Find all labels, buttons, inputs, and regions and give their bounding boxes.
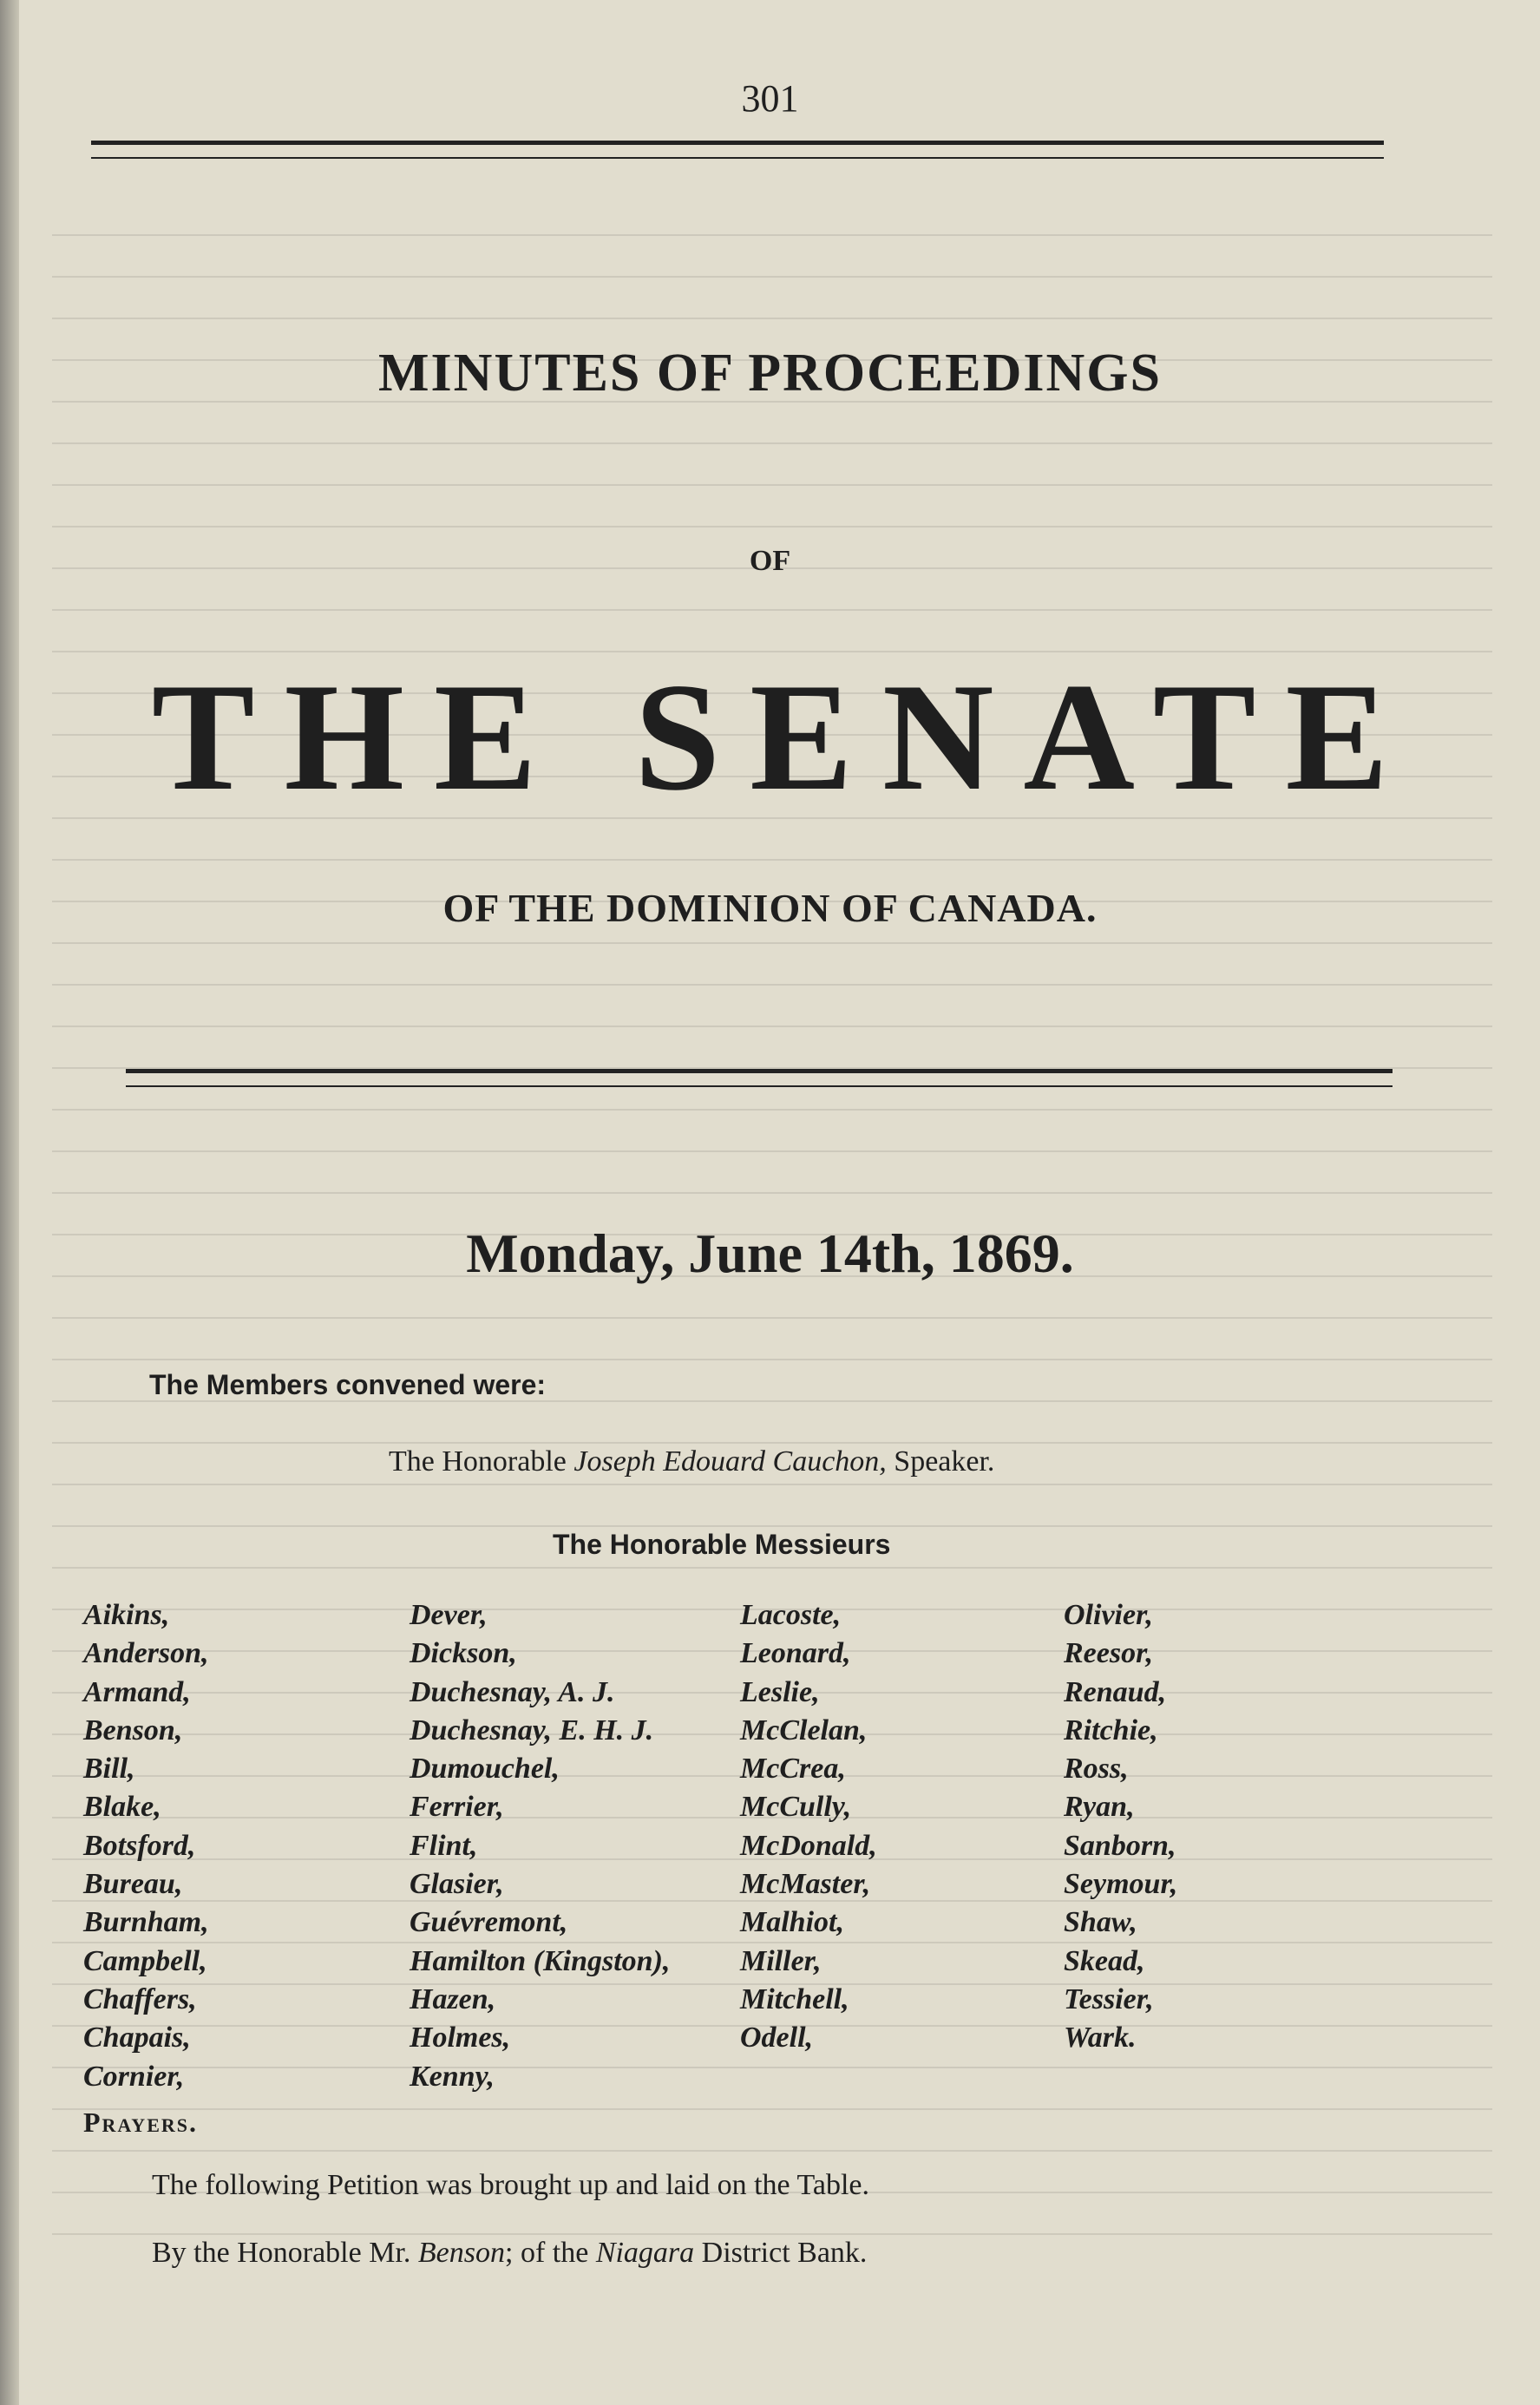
member-name: Odell, bbox=[740, 2022, 814, 2054]
speaker-prefix: The Honorable bbox=[389, 1445, 567, 1478]
title-senate: THE SENATE bbox=[151, 651, 1419, 822]
member-name: Hamilton (Kingston), bbox=[410, 1944, 671, 1977]
member-name: Malhiot, bbox=[740, 1906, 844, 1939]
member-name: Bill, bbox=[83, 1753, 135, 1786]
member-name: Flint, bbox=[410, 1829, 478, 1862]
title-minutes: MINUTES OF PROCEEDINGS bbox=[378, 344, 1162, 403]
member-name: Anderson, bbox=[83, 1637, 209, 1670]
member-name: Cornier, bbox=[83, 2060, 185, 2093]
title-dominion: OF THE DOMINION OF CANADA. bbox=[442, 886, 1098, 930]
members-column-4 bbox=[1064, 1596, 1177, 2058]
benson-suffix: District Bank. bbox=[701, 2237, 868, 2269]
member-name: Dumouchel, bbox=[410, 1753, 560, 1786]
members-column-2 bbox=[410, 1596, 670, 2096]
member-name: Tessier, bbox=[1064, 1982, 1154, 2015]
member-name: Burnham, bbox=[83, 1906, 209, 1939]
session-date: Monday, June 14th, 1869. bbox=[466, 1222, 1074, 1284]
member-name: Chaffers, bbox=[83, 1982, 197, 2015]
member-name: Wark. bbox=[1064, 2022, 1137, 2054]
top-double-rule bbox=[91, 141, 1384, 159]
benson-prefix: By the Honorable Mr. bbox=[152, 2237, 411, 2269]
member-name: Hazen, bbox=[410, 1982, 496, 2015]
middle-double-rule bbox=[126, 1069, 1393, 1087]
member-name: Ryan, bbox=[1064, 1791, 1135, 1824]
member-name: Ritchie, bbox=[1064, 1714, 1158, 1746]
member-name: Guévremont, bbox=[410, 1906, 568, 1939]
member-name: Duchesnay, A. J. bbox=[410, 1675, 615, 1708]
member-name: Leonard, bbox=[740, 1637, 851, 1670]
speaker-name: Joseph Edouard Cauchon, bbox=[573, 1445, 887, 1478]
member-name: Sanborn, bbox=[1064, 1829, 1176, 1862]
member-name: Aikins, bbox=[83, 1599, 170, 1631]
benson-middle: ; of the bbox=[505, 2237, 589, 2269]
petition-line: The following Petition was brought up and laid on the Table. bbox=[152, 2169, 870, 2201]
member-name: Bureau, bbox=[83, 1868, 183, 1901]
member-name: McDonald, bbox=[740, 1829, 877, 1862]
member-name: Blake, bbox=[83, 1791, 161, 1824]
messieurs-heading: The Honorable Messieurs bbox=[553, 1529, 891, 1560]
member-name: Miller, bbox=[740, 1944, 822, 1977]
member-name: Holmes, bbox=[410, 2022, 511, 2054]
members-intro: The Members convened were: bbox=[149, 1369, 547, 1400]
title-of: OF bbox=[749, 545, 791, 577]
members-column-1 bbox=[83, 1596, 209, 2096]
member-name: Campbell, bbox=[83, 1944, 207, 1977]
speaker-line bbox=[389, 1445, 994, 1478]
member-name: Renaud, bbox=[1064, 1675, 1167, 1708]
member-name: Lacoste, bbox=[740, 1599, 842, 1631]
member-name: Leslie, bbox=[740, 1675, 820, 1708]
page-number: 301 bbox=[741, 77, 799, 120]
member-name: Olivier, bbox=[1064, 1599, 1153, 1631]
prayers-heading: Prayers. bbox=[83, 2107, 198, 2138]
member-name: McCrea, bbox=[740, 1753, 846, 1786]
member-name: Armand, bbox=[83, 1675, 191, 1708]
member-name: Botsford, bbox=[83, 1829, 196, 1862]
member-name: Dickson, bbox=[410, 1637, 517, 1670]
member-name: McClelan, bbox=[740, 1714, 868, 1746]
member-name: McMaster, bbox=[740, 1868, 871, 1901]
member-name: Glasier, bbox=[410, 1868, 504, 1901]
speaker-suffix: Speaker. bbox=[894, 1445, 995, 1478]
member-name: Duchesnay, E. H. J. bbox=[410, 1714, 654, 1746]
member-name: Mitchell, bbox=[740, 1982, 849, 2015]
members-column-3 bbox=[740, 1596, 877, 2058]
member-name: Benson, bbox=[83, 1714, 183, 1746]
benson-place: Niagara bbox=[595, 2237, 695, 2269]
member-name: Seymour, bbox=[1064, 1868, 1178, 1901]
member-name: Shaw, bbox=[1064, 1906, 1137, 1939]
benson-name: Benson bbox=[417, 2237, 505, 2269]
member-name: Ross, bbox=[1064, 1753, 1129, 1786]
member-name: McCully, bbox=[740, 1791, 852, 1824]
benson-petition-line bbox=[152, 2237, 867, 2270]
member-name: Reesor, bbox=[1064, 1637, 1153, 1670]
member-name: Kenny, bbox=[410, 2060, 495, 2093]
member-name: Ferrier, bbox=[410, 1791, 504, 1824]
member-name: Skead, bbox=[1064, 1944, 1145, 1977]
member-name: Dever, bbox=[410, 1599, 488, 1631]
member-name: Chapais, bbox=[83, 2022, 191, 2054]
